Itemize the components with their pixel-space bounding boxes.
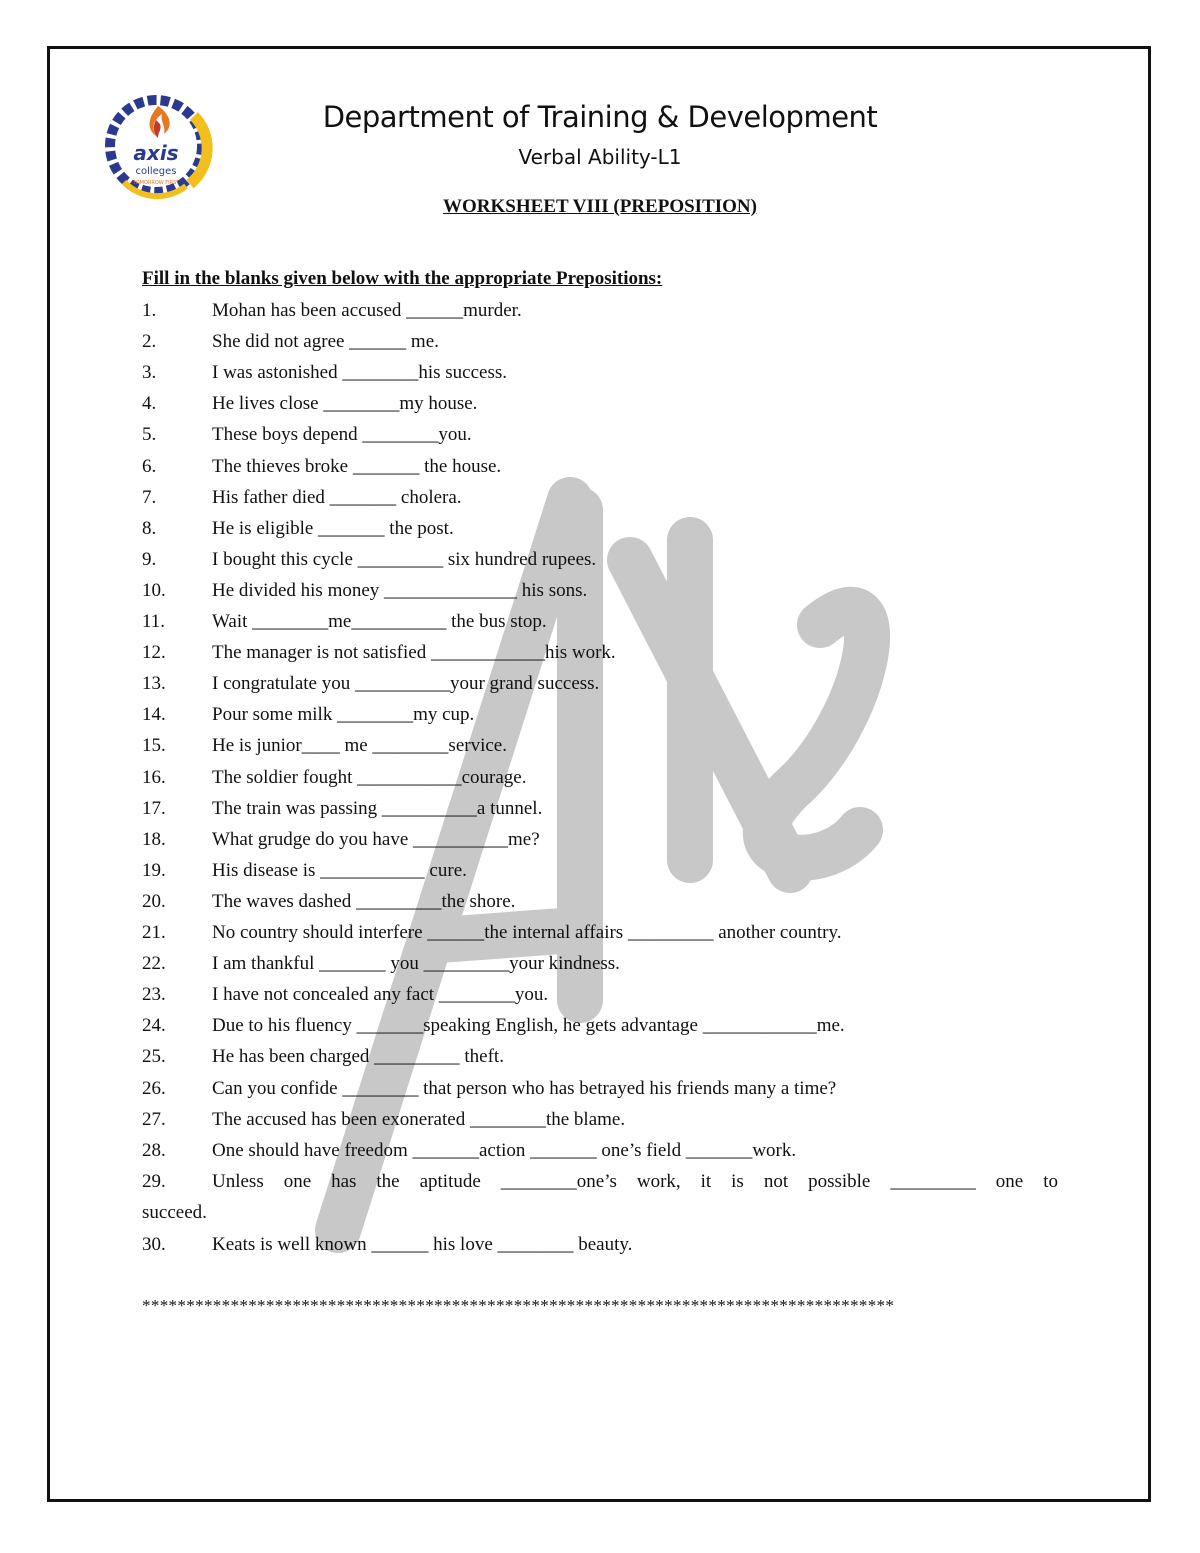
question-number: 22. [142, 953, 166, 974]
question-text: The thieves broke _______ the house. [212, 456, 502, 477]
question-text: She did not agree ______ me. [212, 331, 439, 352]
question-number: 3. [142, 362, 157, 383]
question-continuation: succeed. [142, 1202, 207, 1223]
question-word: has [331, 1171, 357, 1192]
question-text: The waves dashed _________the shore. [212, 891, 516, 912]
question-text: The train was passing __________a tunnel. [212, 798, 543, 819]
question-text: Can you confide ________ that person who has betrayed his friends many a time? [212, 1078, 837, 1099]
question-number: 8. [142, 518, 157, 539]
question-number: 2. [142, 331, 157, 352]
question-text: The manager is not satisfied ____________his work. [212, 642, 616, 663]
question-number: 4. [142, 393, 157, 414]
question-word: to [1043, 1171, 1058, 1192]
question-number: 11. [142, 611, 166, 632]
question-number: 30. [142, 1234, 166, 1255]
question-text: Mohan has been accused ______murder. [212, 300, 522, 321]
question-number: 28. [142, 1140, 166, 1161]
question-number: 27. [142, 1109, 166, 1130]
question-text: He is junior____ me ________service. [212, 735, 507, 756]
question-text: He is eligible _______ the post. [212, 518, 454, 539]
question-text: These boys depend ________you. [212, 424, 472, 445]
question-number: 23. [142, 984, 166, 1005]
question-text: Due to his fluency _______speaking English, he gets advantage ____________me. [212, 1015, 845, 1036]
question-text: He lives close ________my house. [212, 393, 478, 414]
question-number: 15. [142, 735, 166, 756]
question-word: one [283, 1171, 312, 1192]
question-text: The soldier fought ___________courage. [212, 767, 527, 788]
logo-name: axis [133, 141, 179, 165]
question-text: What grudge do you have __________me? [212, 829, 540, 850]
question-text [212, 1171, 1058, 1193]
question-number: 12. [142, 642, 166, 663]
question-text: I congratulate you __________your grand success. [212, 673, 600, 694]
question-text: He divided his money ______________ his sons. [212, 580, 588, 601]
question-number: 10. [142, 580, 166, 601]
question-word: work, [636, 1171, 681, 1192]
footer-separator: ************************************************************************************* [142, 1296, 895, 1315]
question-number: 14. [142, 704, 166, 725]
question-text: Wait ________me__________ the bus stop. [212, 611, 547, 632]
question-number: 16. [142, 767, 166, 788]
page-title: Department of Training & Development [322, 100, 878, 134]
question-word: ________one’s [500, 1171, 617, 1192]
question-text: I am thankful _______ you _________your kindness. [212, 953, 620, 974]
question-word: it [700, 1171, 712, 1192]
question-word: one [995, 1171, 1024, 1192]
question-text: No country should interfere ______the internal affairs _________ another country. [212, 922, 842, 943]
question-number: 18. [142, 829, 166, 850]
page-subtitle: Verbal Ability-L1 [518, 145, 682, 169]
question-number: 1. [142, 300, 157, 321]
question-text: One should have freedom _______action _______ one’s field _______work. [212, 1140, 797, 1161]
question-text: I bought this cycle _________ six hundred rupees. [212, 549, 597, 570]
question-number: 21. [142, 922, 166, 943]
question-text: His disease is ___________ cure. [212, 860, 467, 881]
question-word: not [763, 1171, 789, 1192]
question-number: 5. [142, 424, 157, 445]
question-word: aptitude [419, 1171, 481, 1192]
question-word: is [731, 1171, 744, 1192]
axis-colleges-logo [86, 90, 226, 202]
question-word: the [376, 1171, 400, 1192]
question-text: Pour some milk ________my cup. [212, 704, 475, 725]
question-text: The accused has been exonerated ________the blame. [212, 1109, 626, 1130]
question-number: 13. [142, 673, 166, 694]
question-number: 17. [142, 798, 166, 819]
instruction-text: Fill in the blanks given below with the appropriate Prepositions: [142, 268, 663, 289]
question-number: 29. [142, 1171, 166, 1192]
logo-tagline: TOMORROW FIRST [132, 180, 180, 186]
question-text: I was astonished ________his success. [212, 362, 507, 383]
question-number: 25. [142, 1046, 166, 1067]
question-number: 20. [142, 891, 166, 912]
question-word: _________ [890, 1171, 976, 1192]
question-number: 19. [142, 860, 166, 881]
question-word: possible [808, 1171, 871, 1192]
question-number: 6. [142, 456, 157, 477]
question-text: I have not concealed any fact ________you. [212, 984, 549, 1005]
question-number: 9. [142, 549, 157, 570]
question-word: Unless [212, 1171, 264, 1192]
question-text: Keats is well known ______ his love ________ beauty. [212, 1234, 633, 1255]
question-text: He has been charged _________ theft. [212, 1046, 504, 1067]
logo-sub: colleges [135, 166, 177, 177]
question-number: 24. [142, 1015, 166, 1036]
question-text: His father died _______ cholera. [212, 487, 462, 508]
question-number: 26. [142, 1078, 166, 1099]
question-number: 7. [142, 487, 157, 508]
worksheet-heading: WORKSHEET VIII (PREPOSITION) [443, 196, 757, 217]
